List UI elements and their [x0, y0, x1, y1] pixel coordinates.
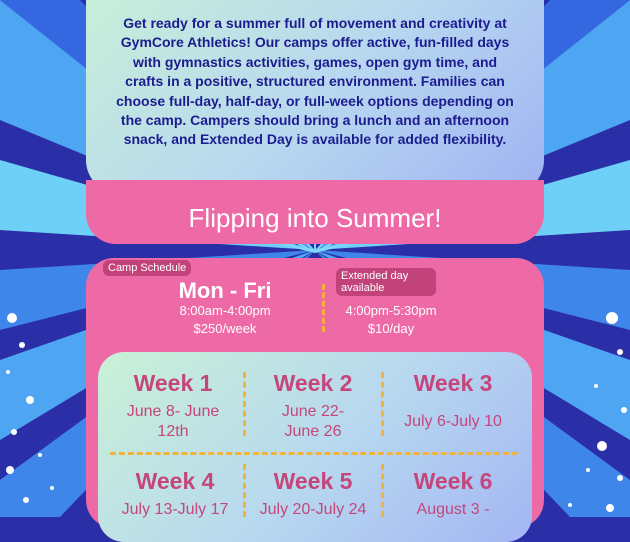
week-6 — [388, 468, 518, 520]
week-title: Week 6 — [413, 468, 493, 494]
week-title: Week 5 — [273, 468, 353, 494]
extended-price: $10/day — [367, 321, 415, 336]
week-divider — [381, 372, 384, 436]
week-title: Week 1 — [133, 370, 213, 396]
week-dates: June 22- June 26 — [281, 403, 345, 440]
week-dates: July 6-July 10 — [404, 413, 502, 430]
week-title: Week 3 — [413, 370, 493, 396]
camp-hours: 8:00am-4:00pm — [179, 303, 271, 318]
extended-hours: 4:00pm-5:30pm — [345, 303, 437, 318]
week-dates: June 8- June 12th — [126, 403, 220, 440]
week-4 — [110, 468, 240, 520]
week-title: Week 2 — [273, 370, 353, 396]
tagline: Flipping into Summer! — [188, 203, 442, 233]
schedule-divider — [322, 284, 325, 332]
week-3 — [388, 370, 518, 432]
week-1 — [108, 370, 238, 442]
week-dates: August 3 - — [416, 501, 490, 518]
week-dates: July 13-July 17 — [121, 501, 229, 518]
week-2 — [248, 370, 378, 442]
week-5 — [248, 468, 378, 520]
week-dates: July 20-July 24 — [259, 501, 367, 518]
week-title: Week 4 — [135, 468, 215, 494]
row-divider — [110, 452, 518, 455]
camp-days: Mon - Fri — [178, 278, 272, 303]
intro-paragraph: Get ready for a summer full of movement and creativity at GymCore Athletics! Our camps offer active, fun-filled days with gymnastics activities, games, open gym time, and crafts in a positive, structured environment. Families can choose full-day, half-day, or full-week options depending on the camp. Campers should bring a lunch and an afternoon snack, and Extended Day is available for added flexibility. — [116, 15, 514, 148]
extended-day-label: Extended day available — [336, 268, 436, 296]
week-divider — [243, 372, 246, 436]
week-divider — [243, 464, 246, 517]
week-divider — [381, 464, 384, 517]
camp-schedule-label: Camp Schedule — [103, 260, 191, 276]
camp-price: $250/week — [193, 321, 257, 336]
